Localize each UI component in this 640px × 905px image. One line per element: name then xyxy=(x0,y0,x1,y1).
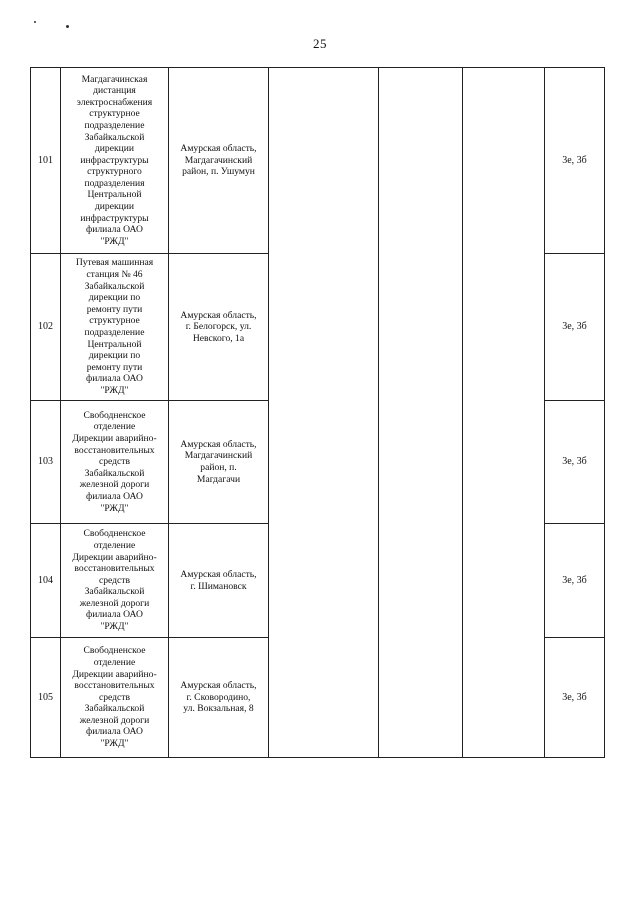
organization-cell: Путевая машинная станция № 46 Забайкальской дирекции по ремонту пути структурное подразделение Центральной дирекции по ремонту пути филиала ОАО "РЖД" xyxy=(61,254,169,401)
row-number: 104 xyxy=(31,524,61,638)
page-number: 25 xyxy=(313,36,327,51)
code-cell: 3е, 3б xyxy=(545,254,605,401)
scan-speck xyxy=(66,25,69,28)
scan-speck xyxy=(34,21,36,23)
address-cell: Амурская область, г. Белогорск, ул. Невского, 1а xyxy=(169,254,269,401)
organization-cell: Свободненское отделение Дирекции аварийно- восстановительных средств Забайкальской железной дороги филиала ОАО "РЖД" xyxy=(61,401,169,524)
code-cell: 3е, 3б xyxy=(545,638,605,758)
code-cell: 3е, 3б xyxy=(545,524,605,638)
organization-cell: Магдагачинская дистанция электроснабжения структурное подразделение Забайкальской дирекции инфраструктуры структурного подразделения Центральной дирекции инфраструктуры филиала ОАО "РЖД" xyxy=(61,68,169,254)
code-cell: 3е, 3б xyxy=(545,401,605,524)
code-cell: 3е, 3б xyxy=(545,68,605,254)
organization-cell: Свободненское отделение Дирекции аварийно- восстановительных средств Забайкальской железной дороги филиала ОАО "РЖД" xyxy=(61,524,169,638)
address-cell: Амурская область, г. Сковородино, ул. Вокзальная, 8 xyxy=(169,638,269,758)
row-number: 103 xyxy=(31,401,61,524)
organization-cell: Свободненское отделение Дирекции аварийно- восстановительных средств Забайкальской железной дороги филиала ОАО "РЖД" xyxy=(61,638,169,758)
row-number: 101 xyxy=(31,68,61,254)
empty-cell xyxy=(463,68,545,758)
address-cell: Амурская область, Магдагачинский район, п. Магдагачи xyxy=(169,401,269,524)
registry-table xyxy=(30,67,605,758)
row-number: 102 xyxy=(31,254,61,401)
address-cell: Амурская область, г. Шимановск xyxy=(169,524,269,638)
empty-cell xyxy=(379,68,463,758)
row-number: 105 xyxy=(31,638,61,758)
empty-cell xyxy=(269,68,379,758)
address-cell: Амурская область, Магдагачинский район, п. Ушумун xyxy=(169,68,269,254)
table-row xyxy=(31,68,605,254)
